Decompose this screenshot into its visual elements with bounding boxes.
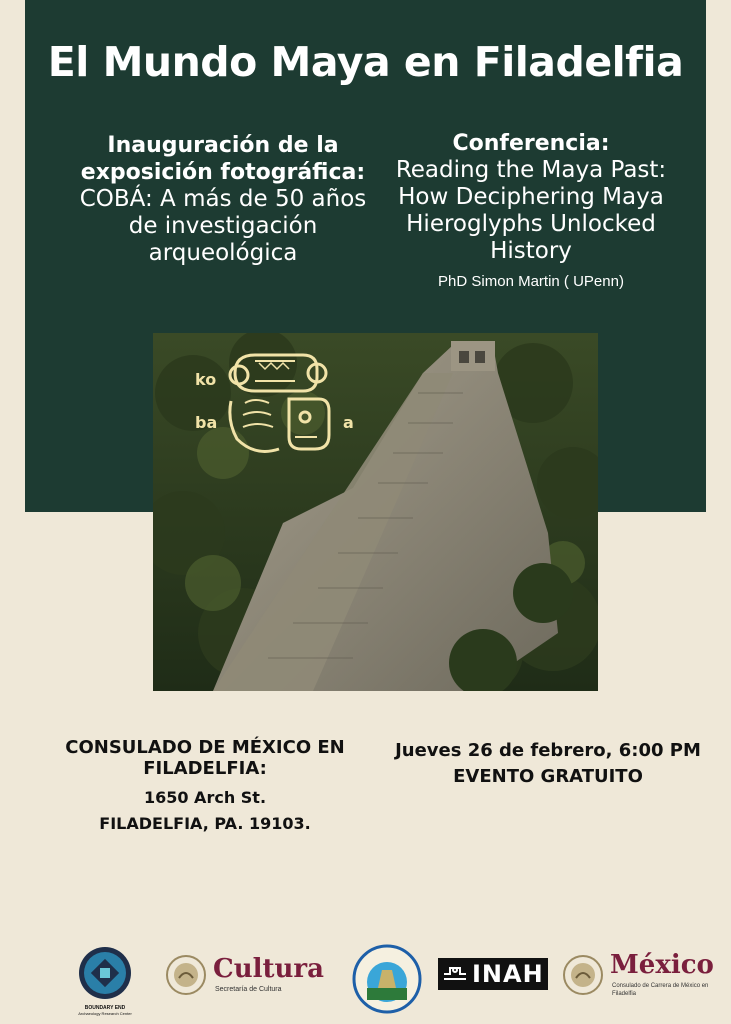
mexico-seal-icon bbox=[165, 954, 207, 996]
mexico-seal-icon bbox=[562, 954, 604, 996]
boundary-end-icon bbox=[78, 946, 132, 1000]
inah-logo bbox=[438, 958, 548, 990]
lecture-speaker: PhD Simon Martin ( UPenn) bbox=[438, 273, 624, 290]
coba-pyramid-photo bbox=[153, 333, 598, 691]
exhibit-heading: Inauguración de la exposición fotográfica: bbox=[80, 133, 366, 185]
venue-name: CONSULADO DE MÉXICO EN FILADELFIA: bbox=[65, 737, 345, 779]
mexico-sub: Consulado de Carrera de México en Filadelfia bbox=[612, 983, 709, 997]
lecture-body: Reading the Maya Past: How Deciphering Maya Hieroglyphs Unlocked History bbox=[395, 157, 667, 264]
inah-name: INAH bbox=[472, 960, 544, 988]
boundary-end-logo bbox=[72, 946, 138, 1016]
glyph-syllable-ba: ba bbox=[195, 413, 218, 432]
cultura-sub: Secretaría de Cultura bbox=[215, 986, 282, 993]
sponsor-logos bbox=[0, 940, 731, 1024]
boundary-end-sub: Archaeology Research Center bbox=[78, 1011, 132, 1016]
mexico-logo bbox=[562, 950, 722, 1004]
event-datetime: Jueves 26 de febrero, 6:00 PM bbox=[395, 740, 701, 761]
lecture-heading: Conferencia: bbox=[452, 131, 610, 156]
venue-city: FILADELFIA, PA. 19103. bbox=[99, 814, 311, 833]
glyph-syllable-ko: ko bbox=[195, 370, 217, 389]
venue-block bbox=[40, 737, 370, 837]
delegacion-icon bbox=[352, 944, 422, 1014]
cultura-name: Cultura bbox=[213, 954, 324, 984]
delegacion-logo bbox=[352, 944, 422, 1014]
cultura-logo bbox=[165, 954, 335, 1000]
venue-street: 1650 Arch St. bbox=[143, 788, 267, 807]
lecture-block bbox=[385, 130, 677, 290]
boundary-end-name: BOUNDARY END bbox=[84, 1005, 126, 1011]
glyph-syllable-a: a bbox=[343, 413, 354, 432]
event-price: EVENTO GRATUITO bbox=[453, 766, 643, 787]
exhibit-body: COBÁ: A más de 50 años de investigación arqueológica bbox=[79, 186, 367, 266]
mexico-name: México bbox=[610, 950, 714, 980]
pyramid-image bbox=[153, 333, 598, 691]
exhibit-block bbox=[78, 132, 368, 267]
poster-title: El Mundo Maya en Filadelfia bbox=[47, 38, 684, 86]
event-block bbox=[378, 738, 718, 790]
inah-emblem-icon bbox=[440, 959, 470, 989]
